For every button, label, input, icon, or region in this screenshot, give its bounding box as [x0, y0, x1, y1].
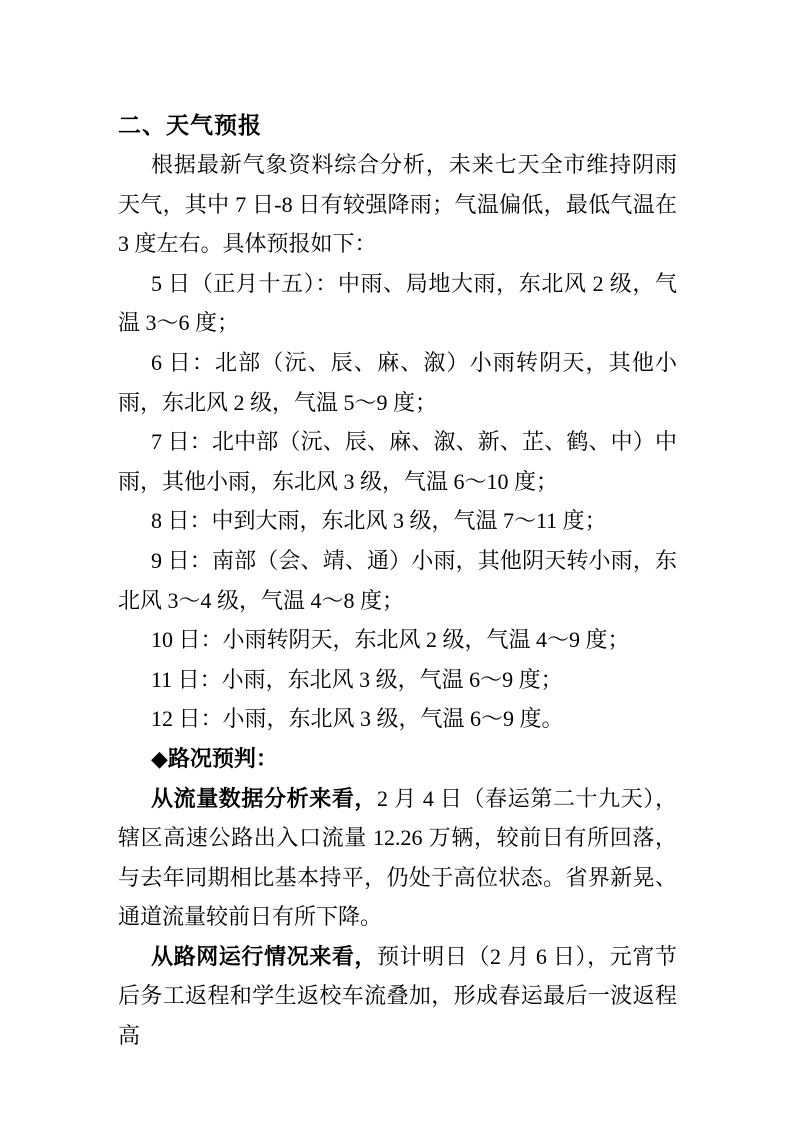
- body-paragraph: [118, 343, 677, 422]
- body-paragraph: [118, 145, 677, 264]
- body-paragraph: [118, 779, 677, 937]
- text-run: 9 日：南部（会、靖、通）小雨，其他阴天转小雨，东北风 3～4 级，气温 4～8 度；: [118, 547, 677, 613]
- text-run: 6 日：北部（沅、辰、麻、溆）小雨转阴天，其他小雨，东北风 2 级，气温 5～9 度；: [118, 349, 677, 415]
- body-paragraph: [118, 264, 677, 343]
- text-run: 2 月 4 日（春运第二十九天），辖区高速公路出入口流量 12.26 万辆，较前日有所回落，与去年同期相比基本持平，仍处于高位状态。省界新晃、通道流量较前日有所下降。: [118, 785, 677, 930]
- text-run: 10 日：小雨转阴天，东北风 2 级，气温 4～9 度；: [151, 627, 630, 653]
- body-paragraph: [118, 501, 677, 541]
- text-run: 5 日（正月十五）：中雨、局地大雨，东北风 2 级，气温 3～6 度；: [118, 270, 677, 336]
- text-run: 8 日：中到大雨，东北风 3 级，气温 7～11 度；: [151, 508, 607, 534]
- text-run: 11 日：小雨，东北风 3 级，气温 6～9 度；: [151, 666, 563, 692]
- bold-text-run: 从流量数据分析来看，: [151, 785, 378, 811]
- text-run: 12 日：小雨，东北风 3 级，气温 6～9 度。: [151, 706, 564, 732]
- document-body: [118, 145, 677, 1056]
- body-paragraph: [118, 699, 677, 739]
- section-heading: 二、天气预报: [118, 112, 262, 138]
- body-paragraph: [118, 422, 677, 501]
- body-paragraph: [118, 937, 677, 1056]
- subheading-paragraph: [118, 739, 677, 779]
- text-run: 预计明日（2 月 6 日），元宵节后务工返程和学生返校车流叠加，形成春运最后一波返程高: [118, 943, 677, 1049]
- body-paragraph: [118, 620, 677, 660]
- body-paragraph: [118, 660, 677, 700]
- text-run: 根据最新气象资料综合分析，未来七天全市维持阴雨天气，其中 7 日-8 日有较强降雨；气温偏低，最低气温在 3 度左右。具体预报如下：: [118, 152, 677, 257]
- text-run: 7 日：北中部（沅、辰、麻、溆、新、芷、鹤、中）中雨，其他小雨，东北风 3 级，气温 6～10 度；: [118, 429, 677, 494]
- body-paragraph: [118, 541, 677, 620]
- bold-text-run: ◆路况预判：: [151, 745, 278, 771]
- bold-text-run: 从路网运行情况来看，: [151, 943, 378, 969]
